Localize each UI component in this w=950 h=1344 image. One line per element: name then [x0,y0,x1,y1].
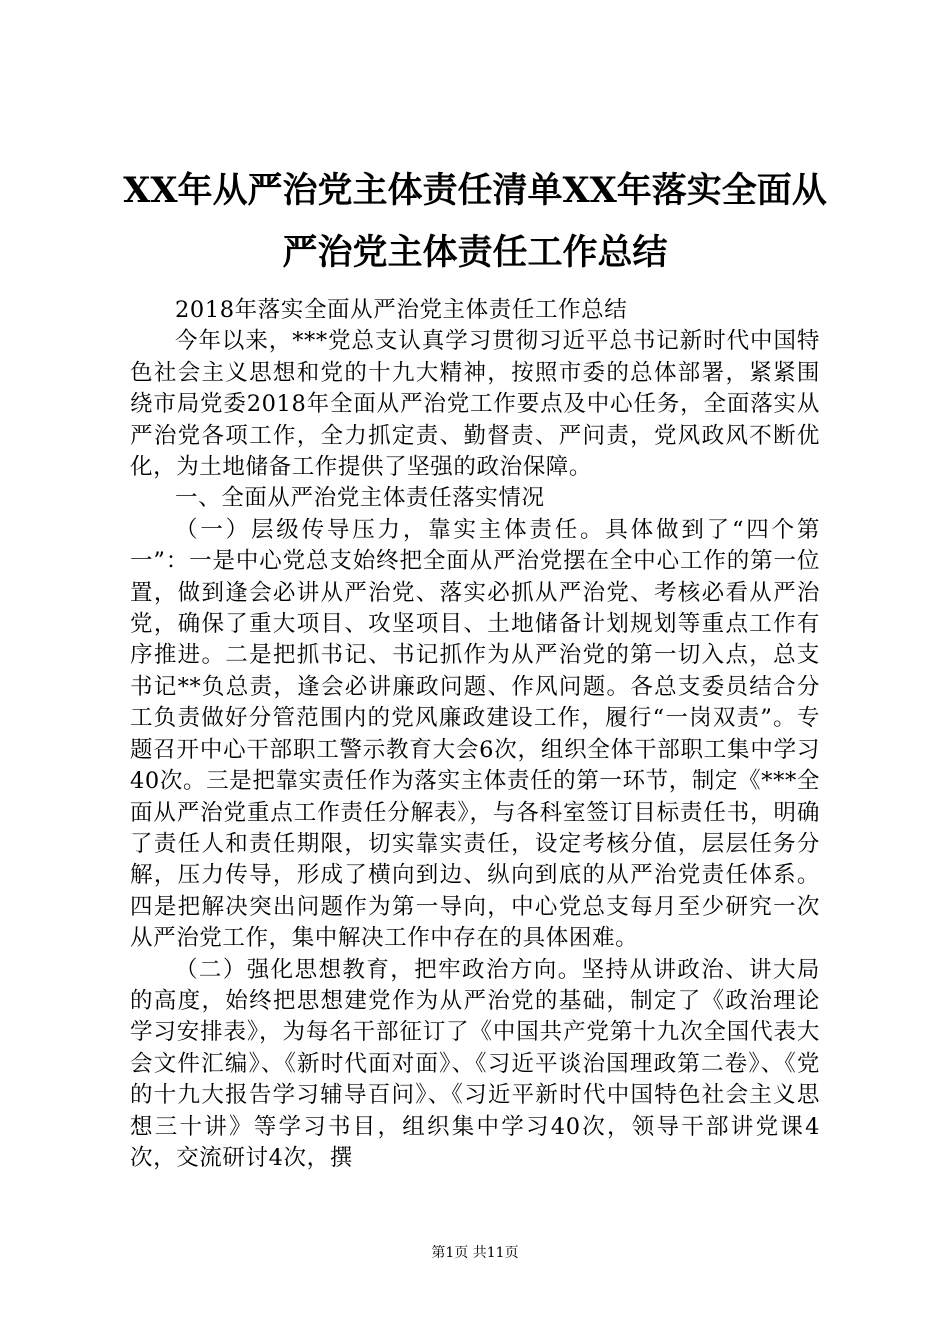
document-title: XX年从严治党主体责任清单XX年落实全面从严治党主体责任工作总结 [123,170,827,273]
page-footer: 第1页 共11页 [431,1245,519,1261]
paragraph-section-1: （一）层级传导压力，靠实主体责任。具体做到了“四个第一”：一是中心党总支始终把全面从严治党摆在全中心工作的第一位置，做到逢会必讲从严治党、落实必抓从严治党、考核必看从严治党，确保了重大项目、攻坚项目、土地储备计划规划等重点工作有序推进。二是把抓书记、书记抓作为从严治党的第一切入点，总支书记**负总责，逢会必讲廉政问题、作风问题。各总支委员结合分工负责做好分管范围内的党风廉政建设工作，履行“一岗双责”。专题召开中心干部职工警示教育大会6次，组织全体干部职工集中学习40次。三是把靠实责任作为落实主体责任的第一环节，制定《***全面从严治党重点工作责任分解表》，与各科室签订目标责任书，明确了责任人和责任期限，切实靠实责任，设定考核分值，层层任务分解，压力传导，形成了横向到边、纵向到底的从严治党责任体系。四是把解决突出问题作为第一导向，中心党总支每月至少研究一次从严治党工作，集中解决工作中存在的具体困难。 [130,516,820,952]
paragraph-subtitle: 2018年落实全面从严治党主体责任工作总结 [175,297,628,323]
section-heading: 一、全面从严治党主体责任落实情况 [175,485,545,512]
paragraph-section-2: （二）强化思想教育，把牢政治方向。坚持从讲政治、讲大局的高度，始终把思想建党作为从严治党的基础，制定了《政治理论学习安排表》，为每名干部征订了《中国共产党第十九次全国代表大会文件汇编》、《新时代面对面》、《习近平谈治国理政第二卷》、《党的十九大报告学习辅导百问》、《习近平新时代中国特色社会主义思想三十讲》等学习书目，组织集中学习40次，领导干部讲党课4次，交流研讨4次，撰 [130,956,820,1171]
paragraph-intro: 今年以来，***党总支认真学习贯彻习近平总书记新时代中国特色社会主义思想和党的十九大精神，按照市委的总体部署，紧紧围绕市局党委2018年全面从严治党工作要点及中心任务，全面落实从严治党各项工作，全力抓定责、勤督责、严问责，党风政风不断优化，为土地储备工作提供了坚强的政治保障。 [130,328,820,481]
document-body [130,295,820,1174]
